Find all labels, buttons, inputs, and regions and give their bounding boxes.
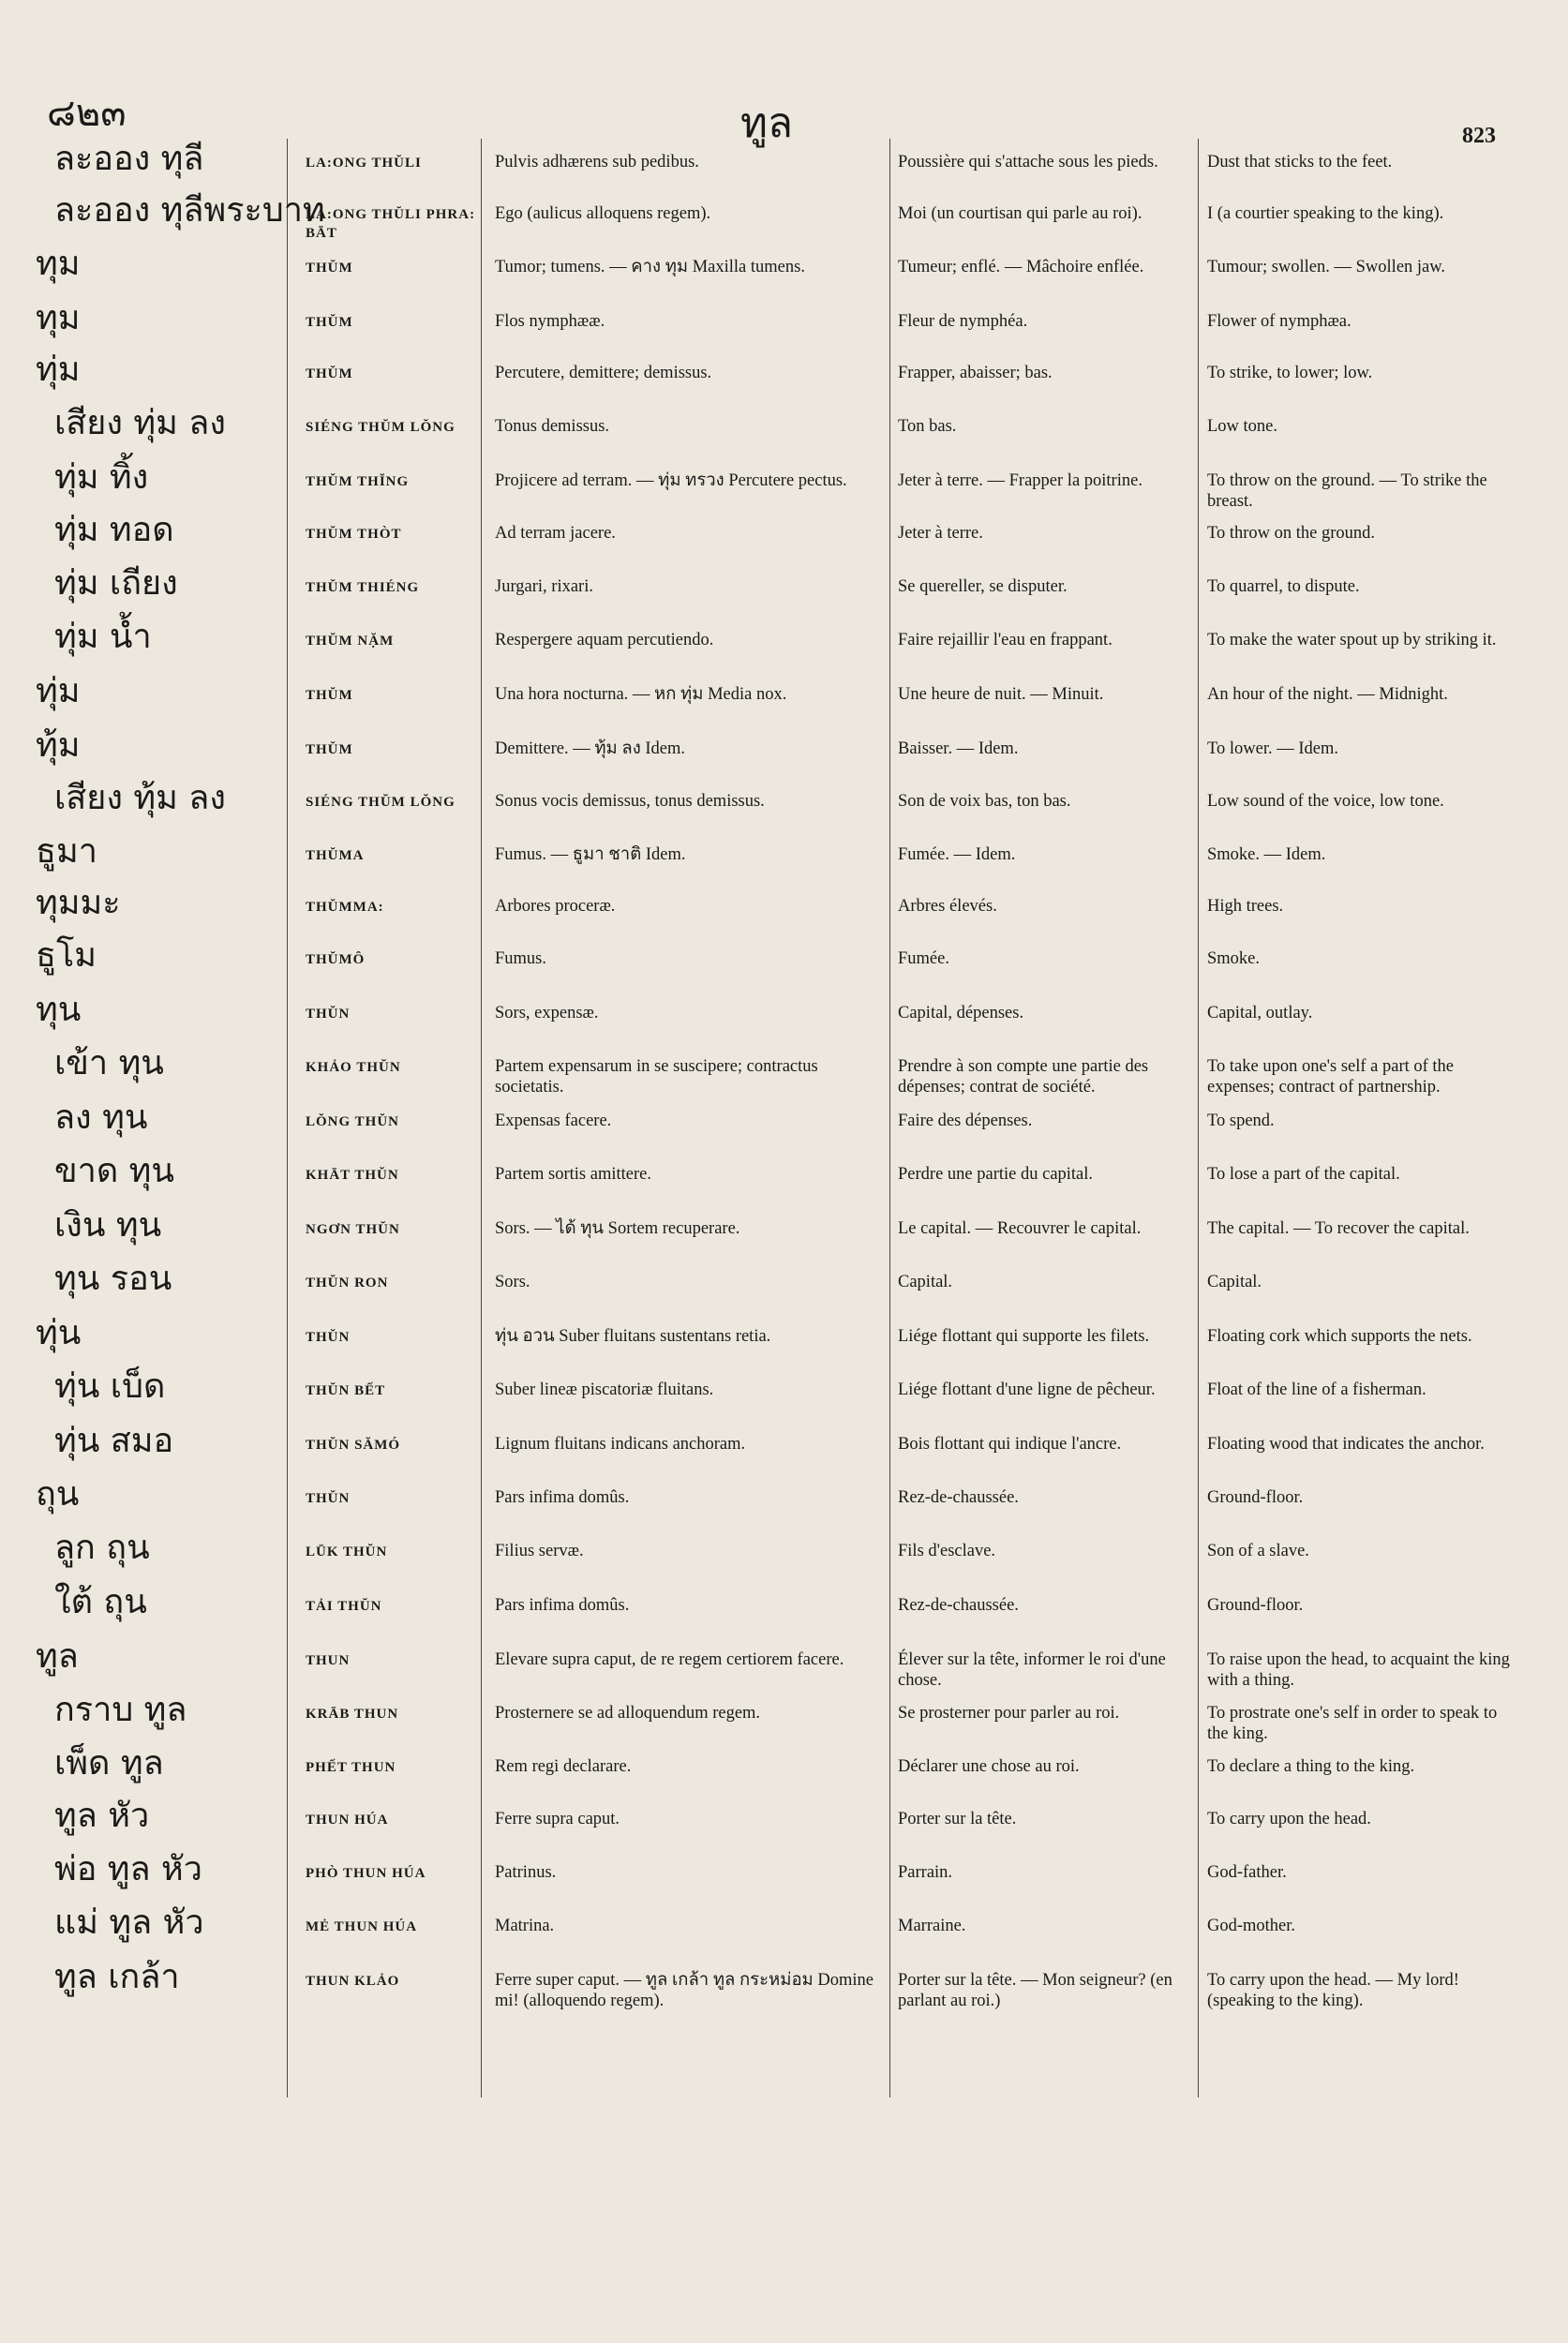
- thai-headword: ทุ่ม ทอด: [54, 511, 174, 549]
- page-headword: ทูล: [740, 99, 793, 147]
- thai-headword: ทุ่ม: [36, 672, 81, 710]
- english-definition: To lose a part of the capital.: [1207, 1165, 1400, 1184]
- thai-headword: ทุมมะ: [36, 884, 121, 922]
- latin-definition: Jurgari, rixari.: [495, 577, 593, 596]
- english-definition: Ground-floor.: [1207, 1488, 1304, 1507]
- romanization: THŬN: [306, 1330, 351, 1345]
- english-definition: To strike, to lower; low.: [1207, 364, 1373, 382]
- romanization: SIÉNG THŬM LŎNG: [306, 420, 455, 435]
- thai-headword: ทุน รอน: [54, 1260, 172, 1298]
- thai-headword: ทุ่น: [36, 1314, 82, 1352]
- french-definition: Rez-de-chaussée.: [898, 1488, 1019, 1507]
- french-definition: Fils d'esclave.: [898, 1542, 996, 1560]
- french-definition: Bois flottant qui indique l'ancre.: [898, 1435, 1122, 1454]
- latin-definition: Ego (aulicus alloquens regem).: [495, 204, 711, 223]
- romanization: PHÒ THUN HÚA: [306, 1866, 426, 1881]
- french-definition: Son de voix bas, ton bas.: [898, 792, 1071, 811]
- french-definition: Fumée. — Idem.: [898, 845, 1016, 864]
- thai-headword: ขาด ทุน: [54, 1152, 174, 1190]
- french-definition: Parrain.: [898, 1863, 953, 1882]
- romanization: KRĀB THUN: [306, 1707, 399, 1722]
- latin-definition: Prosternere se ad alloquendum regem.: [495, 1704, 761, 1723]
- french-definition: Liége flottant d'une ligne de pêcheur.: [898, 1380, 1156, 1399]
- english-definition: Smoke.: [1207, 949, 1261, 968]
- english-definition: To carry upon the head. — My lord! (speaking to the king).: [1207, 1971, 1459, 2010]
- latin-definition: Tumor; tumens. — คาง ทุม Maxilla tumens.: [495, 258, 805, 276]
- thai-headword: ลง ทุน: [54, 1098, 148, 1137]
- thai-headword: เข้า ทุน: [54, 1044, 164, 1082]
- french-definition: Marraine.: [898, 1917, 966, 1935]
- french-definition: Le capital. — Recouvrer le capital.: [898, 1219, 1142, 1238]
- latin-definition: Sonus vocis demissus, tonus demissus.: [495, 792, 765, 811]
- thai-headword: เงิน ทุน: [54, 1206, 162, 1245]
- latin-definition: Ferre super caput. — ทูล เกล้า ทูล กระหม่อม Domine mi! (alloquendo regem).: [495, 1971, 874, 2010]
- english-definition: To throw on the ground. — To strike the breast.: [1207, 471, 1487, 511]
- latin-definition: Respergere aquam percutiendo.: [495, 631, 714, 649]
- english-definition: To quarrel, to dispute.: [1207, 577, 1360, 596]
- french-definition: Élever sur la tête, informer le roi d'une chose.: [898, 1650, 1166, 1690]
- romanization: LA:ONG THŬLI PHRA: BĀT: [306, 207, 476, 241]
- romanization: LŪK THŬN: [306, 1545, 388, 1560]
- french-definition: Une heure de nuit. — Minuit.: [898, 685, 1104, 704]
- thai-headword: ทูล เกล้า: [54, 1958, 180, 1996]
- french-definition: Faire des dépenses.: [898, 1112, 1033, 1130]
- french-definition: Porter sur la tête. — Mon seigneur? (en parlant au roi.): [898, 1971, 1172, 2010]
- romanization: SIÉNG THŬM LŎNG: [306, 795, 455, 810]
- romanization: THŬM NẶM: [306, 634, 395, 649]
- french-definition: Se prosterner pour parler au roi.: [898, 1704, 1120, 1723]
- romanization: THŬN BẾT: [306, 1383, 386, 1398]
- french-definition: Ton bas.: [898, 417, 957, 436]
- thai-headword: ทุ้ม: [36, 726, 81, 765]
- thai-headword: เพ็ด ทูล: [54, 1744, 164, 1783]
- romanization: THŬM: [306, 688, 353, 703]
- thai-headword: ทุม: [36, 245, 81, 283]
- french-definition: Capital, dépenses.: [898, 1004, 1024, 1022]
- french-definition: Porter sur la tête.: [898, 1810, 1017, 1828]
- romanization: THŬMA: [306, 848, 365, 863]
- english-definition: Flower of nymphæa.: [1207, 312, 1351, 331]
- thai-headword: ทุ่ม น้ำ: [54, 618, 152, 656]
- french-definition: Jeter à terre.: [898, 524, 983, 543]
- latin-definition: Sors. — ได้ ทุน Sortem recuperare.: [495, 1219, 740, 1238]
- thai-headword: ทุ่น เบ็ด: [54, 1367, 166, 1406]
- latin-definition: Fumus.: [495, 949, 547, 968]
- french-definition: Déclarer une chose au roi.: [898, 1757, 1080, 1776]
- latin-definition: ทุ่น อวน Suber fluitans sustentans retia.: [495, 1327, 771, 1346]
- latin-definition: Rem regi declarare.: [495, 1757, 632, 1776]
- english-definition: Ground-floor.: [1207, 1596, 1304, 1615]
- french-definition: Fumée.: [898, 949, 949, 968]
- english-definition: Floating cork which supports the nets.: [1207, 1327, 1472, 1346]
- english-definition: Capital, outlay.: [1207, 1004, 1313, 1022]
- romanization: PHẾT THUN: [306, 1760, 396, 1775]
- romanization: THUN KLẢO: [306, 1974, 400, 1989]
- thai-headword: ทุน: [36, 991, 82, 1029]
- thai-headword: ทุม: [36, 299, 81, 337]
- french-definition: Rez-de-chaussée.: [898, 1596, 1019, 1615]
- english-definition: God-mother.: [1207, 1917, 1296, 1935]
- french-definition: Faire rejaillir l'eau en frappant.: [898, 631, 1113, 649]
- romanization: THUN HÚA: [306, 1813, 389, 1828]
- thai-headword: ทูล หัว: [54, 1797, 150, 1835]
- latin-definition: Pulvis adhærens sub pedibus.: [495, 153, 699, 172]
- english-definition: The capital. — To recover the capital.: [1207, 1219, 1470, 1238]
- thai-headword: ทุ่น สมอ: [54, 1422, 174, 1460]
- latin-definition: Flos nymphææ.: [495, 312, 605, 331]
- romanization: KHẢO THŬN: [306, 1060, 401, 1075]
- english-definition: To make the water spout up by striking it.: [1207, 631, 1497, 649]
- romanization: THŬM THĬNG: [306, 474, 410, 489]
- latin-definition: Una hora nocturna. — หก ทุ่ม Media nox.: [495, 685, 787, 704]
- thai-headword: ทูล: [36, 1637, 79, 1676]
- latin-definition: Arbores proceræ.: [495, 897, 616, 916]
- english-definition: An hour of the night. — Midnight.: [1207, 685, 1448, 704]
- english-definition: God-father.: [1207, 1863, 1287, 1882]
- french-definition: Liége flottant qui supporte les filets.: [898, 1327, 1150, 1346]
- latin-definition: Expensas facere.: [495, 1112, 612, 1130]
- french-definition: Arbres élevés.: [898, 897, 997, 916]
- latin-definition: Elevare supra caput, de re regem certiorem facere.: [495, 1650, 844, 1669]
- column-divider: [1198, 139, 1199, 2097]
- thai-headword: ธูมา: [36, 832, 97, 871]
- romanization: THŬM THÒT: [306, 527, 402, 542]
- french-definition: Capital.: [898, 1273, 953, 1291]
- romanization: THŬN SĂMÓ: [306, 1438, 401, 1453]
- english-definition: I (a courtier speaking to the king).: [1207, 204, 1444, 223]
- romanization: THŬM: [306, 742, 353, 757]
- romanization: NGƠN THŬN: [306, 1222, 400, 1237]
- thai-headword: เสียง ทุ้ม ลง: [54, 779, 226, 817]
- romanization: THŬMMA:: [306, 900, 384, 915]
- english-definition: Son of a slave.: [1207, 1542, 1309, 1560]
- french-definition: Baisser. — Idem.: [898, 739, 1019, 758]
- english-definition: To take upon one's self a part of the expenses; contract of partnership.: [1207, 1057, 1455, 1097]
- latin-definition: Suber lineæ piscatoriæ fluitans.: [495, 1380, 714, 1399]
- romanization: THŬM: [306, 366, 353, 381]
- thai-headword: ละออง ทุลี: [54, 140, 204, 178]
- english-definition: To declare a thing to the king.: [1207, 1757, 1415, 1776]
- french-definition: Frapper, abaisser; bas.: [898, 364, 1053, 382]
- romanization: LŎNG THŬN: [306, 1114, 399, 1129]
- latin-definition: Sors.: [495, 1273, 530, 1291]
- latin-definition: Tonus demissus.: [495, 417, 610, 436]
- thai-headword: ละออง ทุลีพระบาท: [54, 191, 325, 230]
- romanization: KHĀT THŬN: [306, 1168, 399, 1183]
- latin-definition: Percutere, demittere; demissus.: [495, 364, 712, 382]
- column-divider: [889, 139, 890, 2097]
- thai-headword: ลูก ถุน: [54, 1529, 150, 1567]
- french-definition: Perdre une partie du capital.: [898, 1165, 1094, 1184]
- romanization: THŬN: [306, 1491, 351, 1506]
- english-definition: To raise upon the head, to acquaint the king with a thing.: [1207, 1650, 1510, 1690]
- english-definition: High trees.: [1207, 897, 1284, 916]
- latin-definition: Pars infima domûs.: [495, 1488, 630, 1507]
- romanization: THŬN RON: [306, 1276, 389, 1291]
- english-definition: To carry upon the head.: [1207, 1810, 1371, 1828]
- latin-definition: Partem expensarum in se suscipere; contractus societatis.: [495, 1057, 818, 1097]
- romanization: THŬM THIÉNG: [306, 580, 420, 595]
- thai-headword: ใต้ ถุน: [54, 1583, 147, 1621]
- page-number: 823: [1462, 124, 1496, 148]
- english-definition: Low tone.: [1207, 417, 1278, 436]
- romanization: THUN: [306, 1653, 351, 1668]
- french-definition: Prendre à son compte une partie des dépenses; contrat de société.: [898, 1057, 1149, 1097]
- french-definition: Fleur de nymphéa.: [898, 312, 1028, 331]
- thai-headword: ถุน: [36, 1475, 80, 1514]
- romanization: THŬM: [306, 315, 353, 330]
- french-definition: Tumeur; enflé. — Mâchoire enflée.: [898, 258, 1144, 276]
- romanization: MẺ THUN HÚA: [306, 1919, 418, 1934]
- english-definition: Float of the line of a fisherman.: [1207, 1380, 1426, 1399]
- english-definition: To throw on the ground.: [1207, 524, 1376, 543]
- english-definition: Dust that sticks to the feet.: [1207, 153, 1393, 172]
- english-definition: To prostrate one's self in order to speak to the king.: [1207, 1704, 1498, 1743]
- french-definition: Poussière qui s'attache sous les pieds.: [898, 153, 1158, 172]
- romanization: THŬN: [306, 1007, 351, 1022]
- english-definition: Capital.: [1207, 1273, 1262, 1291]
- english-definition: Floating wood that indicates the anchor.: [1207, 1435, 1485, 1454]
- english-definition: Smoke. — Idem.: [1207, 845, 1326, 864]
- english-definition: Low sound of the voice, low tone.: [1207, 792, 1444, 811]
- latin-definition: Patrinus.: [495, 1863, 557, 1882]
- thai-page-number: ๘๒๓: [47, 92, 127, 135]
- latin-definition: Matrina.: [495, 1917, 555, 1935]
- latin-definition: Demittere. — ทุ้ม ลง Idem.: [495, 739, 685, 758]
- thai-headword: ทุ่ม: [36, 351, 81, 389]
- romanization: THŬM: [306, 261, 353, 276]
- thai-headword: แม่ ทูล หัว: [54, 1903, 204, 1942]
- romanization: THŬMÔ: [306, 952, 366, 967]
- latin-definition: Ferre supra caput.: [495, 1810, 620, 1828]
- thai-headword: พ่อ ทูล หัว: [54, 1850, 202, 1888]
- french-definition: Jeter à terre. — Frapper la poitrine.: [898, 471, 1142, 490]
- romanization: TẢI THŬN: [306, 1599, 382, 1614]
- english-definition: To spend.: [1207, 1112, 1275, 1130]
- english-definition: To lower. — Idem.: [1207, 739, 1338, 758]
- thai-headword: ทุ่ม ทิ้ง: [54, 458, 149, 497]
- thai-headword: เสียง ทุ่ม ลง: [54, 404, 226, 442]
- french-definition: Se quereller, se disputer.: [898, 577, 1068, 596]
- latin-definition: Fumus. — ธูมา ชาติ Idem.: [495, 845, 686, 864]
- latin-definition: Sors, expensæ.: [495, 1004, 599, 1022]
- thai-headword: กราบ ทูล: [54, 1691, 187, 1729]
- english-definition: Tumour; swollen. — Swollen jaw.: [1207, 258, 1446, 276]
- latin-definition: Pars infima domûs.: [495, 1596, 630, 1615]
- thai-headword: ธูโม: [36, 936, 97, 975]
- latin-definition: Ad terram jacere.: [495, 524, 616, 543]
- latin-definition: Projicere ad terram. — ทุ่ม ทรวง Percutere pectus.: [495, 471, 847, 490]
- romanization: LA:ONG THŬLI: [306, 156, 422, 171]
- latin-definition: Filius servæ.: [495, 1542, 584, 1560]
- column-divider: [287, 139, 288, 2097]
- latin-definition: Lignum fluitans indicans anchoram.: [495, 1435, 746, 1454]
- latin-definition: Partem sortis amittere.: [495, 1165, 651, 1184]
- thai-headword: ทุ่ม เถียง: [54, 564, 178, 603]
- french-definition: Moi (un courtisan qui parle au roi).: [898, 204, 1142, 223]
